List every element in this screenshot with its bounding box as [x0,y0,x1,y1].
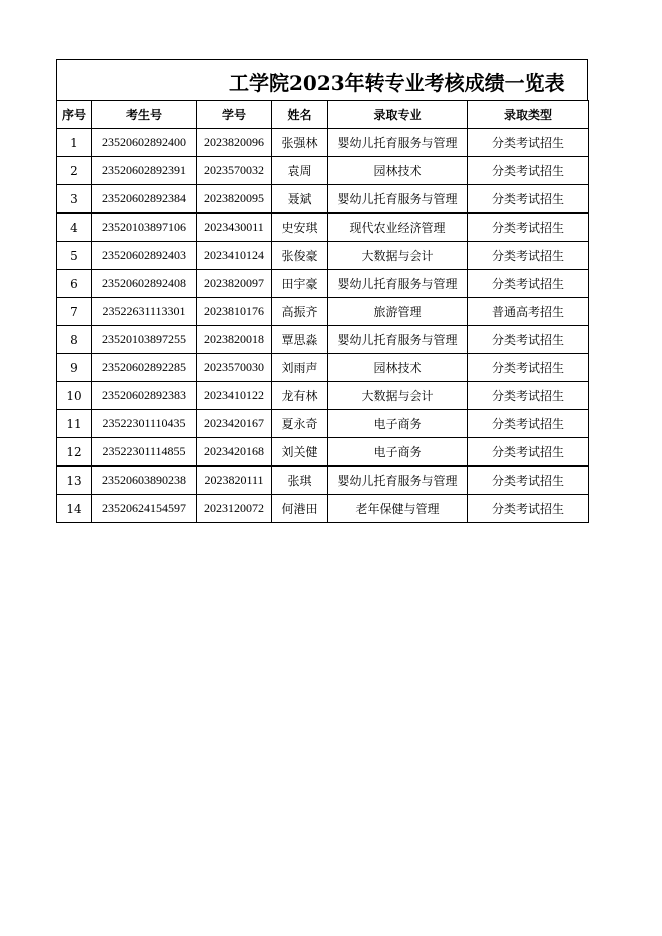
table-row [57,213,589,242]
table-row [57,354,589,382]
cell-index: 3 [57,185,92,214]
table-row [57,129,589,157]
cell-name: 张强林 [272,129,328,157]
cell-admission-type: 分类考试招生 [468,242,589,270]
cell-student-id: 2023570030 [197,354,272,382]
table-row [57,242,589,270]
table-body [57,129,589,523]
cell-index: 8 [57,326,92,354]
cell-major: 旅游管理 [328,298,468,326]
cell-admission-type: 分类考试招生 [468,270,589,298]
cell-exam-id: 23520103897255 [92,326,197,354]
table-row [57,157,589,185]
cell-major: 婴幼儿托育服务与管理 [328,326,468,354]
table-row [57,326,589,354]
cell-major: 现代农业经济管理 [328,213,468,242]
cell-exam-id: 23522631113301 [92,298,197,326]
cell-exam-id: 23520602892403 [92,242,197,270]
table-row [57,382,589,410]
table-row [57,298,589,326]
header-name: 姓名 [272,101,328,129]
cell-admission-type: 普通高考招生 [468,298,589,326]
cell-index: 2 [57,157,92,185]
cell-exam-id: 23522301114855 [92,438,197,467]
cell-name: 刘关健 [272,438,328,467]
cell-name: 田宇豪 [272,270,328,298]
cell-student-id: 2023420167 [197,410,272,438]
cell-major: 园林技术 [328,157,468,185]
cell-admission-type: 分类考试招生 [468,354,589,382]
cell-student-id: 2023810176 [197,298,272,326]
cell-admission-type: 分类考试招生 [468,382,589,410]
header-student-id: 学号 [197,101,272,129]
header-major: 录取专业 [328,101,468,129]
cell-student-id: 2023820111 [197,466,272,495]
cell-index: 12 [57,438,92,467]
cell-name: 袁周 [272,157,328,185]
title-row [56,59,588,100]
cell-name: 夏永奇 [272,410,328,438]
cell-major: 婴幼儿托育服务与管理 [328,466,468,495]
cell-student-id: 2023120072 [197,495,272,523]
cell-admission-type: 分类考试招生 [468,466,589,495]
cell-admission-type: 分类考试招生 [468,213,589,242]
results-table [56,100,589,523]
cell-name: 刘雨声 [272,354,328,382]
table-row [57,270,589,298]
cell-index: 10 [57,382,92,410]
cell-name: 聂斌 [272,185,328,214]
cell-exam-id: 23520602892400 [92,129,197,157]
table-row [57,495,589,523]
cell-index: 14 [57,495,92,523]
header-admission-type: 录取类型 [468,101,589,129]
cell-admission-type: 分类考试招生 [468,157,589,185]
cell-exam-id: 23520602892384 [92,185,197,214]
cell-index: 1 [57,129,92,157]
cell-index: 11 [57,410,92,438]
cell-name: 覃思淼 [272,326,328,354]
cell-student-id: 2023420168 [197,438,272,467]
cell-index: 9 [57,354,92,382]
table-row [57,438,589,467]
cell-index: 6 [57,270,92,298]
cell-name: 张俊豪 [272,242,328,270]
cell-exam-id: 23520603890238 [92,466,197,495]
cell-admission-type: 分类考试招生 [468,326,589,354]
header-row [57,101,589,129]
cell-major: 婴幼儿托育服务与管理 [328,129,468,157]
cell-exam-id: 23520602892391 [92,157,197,185]
cell-student-id: 2023410122 [197,382,272,410]
cell-index: 4 [57,213,92,242]
cell-student-id: 2023410124 [197,242,272,270]
table-row [57,466,589,495]
cell-exam-id: 23520602892408 [92,270,197,298]
cell-name: 何港田 [272,495,328,523]
cell-exam-id: 23520602892285 [92,354,197,382]
cell-admission-type: 分类考试招生 [468,129,589,157]
cell-student-id: 2023570032 [197,157,272,185]
cell-name: 史安琪 [272,213,328,242]
cell-major: 电子商务 [328,410,468,438]
cell-student-id: 2023430011 [197,213,272,242]
cell-major: 大数据与会计 [328,242,468,270]
cell-exam-id: 23520602892383 [92,382,197,410]
cell-index: 13 [57,466,92,495]
cell-exam-id: 23520103897106 [92,213,197,242]
header-index: 序号 [57,101,92,129]
cell-admission-type: 分类考试招生 [468,410,589,438]
cell-admission-type: 分类考试招生 [468,438,589,467]
cell-major: 大数据与会计 [328,382,468,410]
cell-index: 7 [57,298,92,326]
cell-name: 高振齐 [272,298,328,326]
cell-name: 龙有林 [272,382,328,410]
cell-student-id: 2023820097 [197,270,272,298]
cell-exam-id: 23520624154597 [92,495,197,523]
header-exam-id: 考生号 [92,101,197,129]
cell-student-id: 2023820018 [197,326,272,354]
cell-major: 老年保健与管理 [328,495,468,523]
table-row [57,410,589,438]
cell-major: 园林技术 [328,354,468,382]
table-row [57,185,589,214]
cell-admission-type: 分类考试招生 [468,185,589,214]
cell-index: 5 [57,242,92,270]
cell-name: 张琪 [272,466,328,495]
cell-student-id: 2023820096 [197,129,272,157]
cell-admission-type: 分类考试招生 [468,495,589,523]
cell-major: 电子商务 [328,438,468,467]
score-sheet [56,59,588,523]
cell-major: 婴幼儿托育服务与管理 [328,185,468,214]
cell-student-id: 2023820095 [197,185,272,214]
cell-exam-id: 23522301110435 [92,410,197,438]
cell-major: 婴幼儿托育服务与管理 [328,270,468,298]
page-title: 工学院2023年转专业考核成绩一览表 [229,71,565,95]
